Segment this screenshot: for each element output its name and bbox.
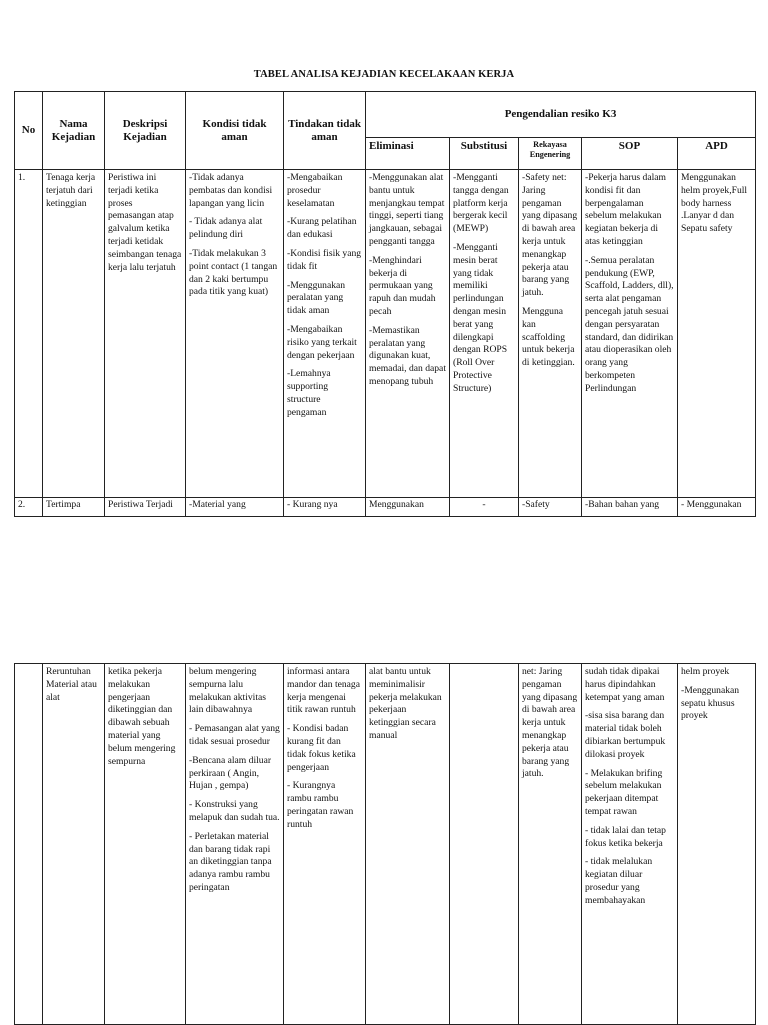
cell-rekayasa bbox=[519, 664, 582, 1025]
cell-tindakan: - Kurang nya bbox=[284, 498, 366, 517]
cell-kondisi bbox=[186, 170, 284, 498]
cell-paragraph: -Pekerja harus dalam kondisi fit dan berpengalaman sebelum melakukan kegiatan bekerja di atas ketinggian bbox=[585, 172, 666, 247]
header-deskripsi: Deskripsi Kejadian bbox=[105, 92, 186, 170]
cell-paragraph: -Mengabaikan risiko yang terkait dengan pekerjaan bbox=[287, 323, 357, 361]
accident-analysis-table bbox=[14, 91, 756, 517]
cell-paragraph: -Menggunakan alat bantu untuk menjangkau tempat tinggi, seperti tiang jangkauan, sebagai pengganti tangga bbox=[369, 172, 445, 247]
cell-no: 1. bbox=[15, 170, 43, 498]
cell-paragraph: helm proyek bbox=[681, 666, 730, 677]
cell-tindakan bbox=[284, 170, 366, 498]
header-kondisi: Kondisi tidak aman bbox=[186, 92, 284, 170]
cell-paragraph: - Kurangnya rambu rambu peringatan rawan runtuh bbox=[287, 780, 354, 830]
cell-eliminasi bbox=[366, 170, 450, 498]
cell-substitusi: - bbox=[450, 498, 519, 517]
header-tindakan: Tindakan tidak aman bbox=[284, 92, 366, 170]
cell-paragraph: net: Jaring pengaman yang dipasang di bawah area kerja untuk menangkap pekerja atau barang yang jatuh. bbox=[522, 666, 578, 780]
cell-paragraph: Menggunakan helm proyek,Full body harness .Lanyar d dan Sepatu safety bbox=[681, 172, 748, 235]
cell-kondisi: -Material yang bbox=[186, 498, 284, 517]
cell-paragraph: - Konstruksi yang melapuk dan sudah tua. bbox=[189, 799, 280, 823]
cell-paragraph: belum mengering sempurna lalu melakukan aktivitas lain dibawahnya bbox=[189, 666, 266, 716]
cell-paragraph: - Kondisi badan kurang fit dan tidak fokus ketika pengerjaan bbox=[287, 723, 356, 773]
cell-paragraph: -Menghindari bekerja di permukaan yang rapuh dan mudah pecah bbox=[369, 254, 436, 317]
cell-paragraph: sudah tidak dipakai harus dipindahkan ketempat yang aman bbox=[585, 666, 665, 703]
accident-analysis-table-continued bbox=[14, 663, 756, 1025]
header-nama-kejadian: Nama Kejadian bbox=[43, 92, 105, 170]
table-row bbox=[15, 664, 756, 1025]
cell-apd: - Menggunakan bbox=[678, 498, 756, 517]
header-apd: APD bbox=[678, 138, 756, 170]
cell-rekayasa bbox=[519, 170, 582, 498]
cell-paragraph: -Mengganti mesin berat yang tidak memiliki perlindungan dengan mesin berat yang dilengkapi dengan ROPS (Roll Over Protective Structure) bbox=[453, 241, 508, 394]
header-eliminasi: Eliminasi bbox=[366, 138, 450, 170]
cell-paragraph: -Bencana alam diluar perkiraan ( Angin, Hujan , gempa) bbox=[189, 754, 272, 792]
cell-nama: Tertimpa bbox=[43, 498, 105, 517]
cell-paragraph: -Menggunakan sepatu khusus proyek bbox=[681, 684, 740, 722]
cell-paragraph: Mengguna kan scaffolding untuk bekerja di ketinggian. bbox=[522, 305, 575, 369]
cell-paragraph: - tidak melalukan kegiatan diluar prosedur yang membahayakan bbox=[585, 856, 653, 906]
cell-paragraph: - Pemasangan alat yang tidak sesuai prosedur bbox=[189, 723, 280, 747]
table-row bbox=[15, 498, 756, 517]
cell-paragraph: -Mengganti tangga dengan platform kerja bergerak kecil (MEWP) bbox=[453, 172, 509, 235]
cell-paragraph: -Memastikan peralatan yang digunakan kuat, memadai, dan dapat menopang tubuh bbox=[369, 324, 446, 387]
cell-paragraph: -Safety net: Jaring pengaman yang dipasang di bawah area kerja untuk menangkap pekerja atau barang yang jatuh. bbox=[522, 172, 578, 299]
cell-nama: Reruntuhan Material atau alat bbox=[43, 664, 105, 1025]
cell-deskripsi: ketika pekerja melakukan pengerjaan diketinggian dan dibawah sebuah material yang belum mengering sempurna bbox=[105, 664, 186, 1025]
cell-substitusi bbox=[450, 170, 519, 498]
cell-paragraph: -Lemahnya supporting structure pengaman bbox=[287, 368, 331, 418]
cell-nama: Tenaga kerja terjatuh dari ketinggian bbox=[43, 170, 105, 498]
cell-deskripsi: Peristiwa Terjadi bbox=[105, 498, 186, 517]
cell-paragraph: - tidak lalai dan tetap fokus ketika bekerja bbox=[585, 824, 666, 849]
cell-paragraph: -Kurang pelatihan dan edukasi bbox=[287, 216, 357, 241]
cell-substitusi bbox=[450, 664, 519, 1025]
cell-paragraph: -Tidak melakukan 3 point contact (1 tangan dan 2 kaki bertumpu pada titik yang kuat) bbox=[189, 247, 278, 298]
header-substitusi: Substitusi bbox=[450, 138, 519, 170]
cell-paragraph: informasi antara mandor dan tenaga kerja mengenai titik rawan runtuh bbox=[287, 666, 360, 716]
cell-tindakan bbox=[284, 664, 366, 1025]
cell-paragraph: -Tidak adanya pembatas dan kondisi lapangan yang licin bbox=[189, 172, 273, 209]
cell-paragraph: - Tidak adanya alat pelindung diri bbox=[189, 216, 263, 241]
cell-deskripsi: Peristiwa ini terjadi ketika proses pemasangan atap galvalum ketika terjadi ketidak seimbangan tenaga kerja lalu terjatuh bbox=[105, 170, 186, 498]
cell-sop bbox=[582, 664, 678, 1025]
cell-eliminasi: Menggunakan bbox=[366, 498, 450, 517]
cell-apd bbox=[678, 170, 756, 498]
cell-paragraph: -sisa sisa barang dan material tidak boleh dibiarkan bertumpuk dilokasi proyek bbox=[585, 710, 666, 760]
cell-no: 2. bbox=[15, 498, 43, 517]
cell-paragraph: -Mengabaikan prosedur keselamatan bbox=[287, 172, 343, 209]
table-row bbox=[15, 170, 756, 498]
header-sop: SOP bbox=[582, 138, 678, 170]
document-title: TABEL ANALISA KEJADIAN KECELAKAAN KERJA bbox=[253, 69, 515, 80]
cell-paragraph: alat bantu untuk meminimalisir pekerja melakukan pekerjaan ketinggian secara manual bbox=[369, 666, 442, 741]
cell-sop bbox=[582, 170, 678, 498]
cell-no bbox=[15, 664, 43, 1025]
header-rekayasa: Rekayasa Engenering bbox=[519, 138, 582, 170]
cell-apd bbox=[678, 664, 756, 1025]
cell-paragraph: -.Semua peralatan pendukung (EWP, Scaffold, Ladders, dll), serta alat pengaman pencegah jatuh sesuai dengan persyaratan standard, dan didirikan atau dioperasikan oleh orang yang berkompeten Perlindungan bbox=[585, 254, 674, 394]
header-pengendalian: Pengendalian resiko K3 bbox=[366, 92, 756, 138]
header-no: No bbox=[15, 92, 43, 170]
cell-paragraph: - Melakukan brifing sebelum melakukan pekerjaan ditempat tempat rawan bbox=[585, 767, 663, 817]
cell-rekayasa: -Safety bbox=[519, 498, 582, 517]
cell-paragraph: - Perletakan material dan barang tidak rapi an diketinggian tanpa adanya rambu rambu peringatan bbox=[189, 830, 272, 893]
cell-paragraph: -Kondisi fisik yang tidak fit bbox=[287, 247, 362, 272]
cell-sop: -Bahan bahan yang bbox=[582, 498, 678, 517]
cell-eliminasi bbox=[366, 664, 450, 1025]
cell-kondisi bbox=[186, 664, 284, 1025]
cell-paragraph: -Menggunakan peralatan yang tidak aman bbox=[287, 279, 346, 317]
